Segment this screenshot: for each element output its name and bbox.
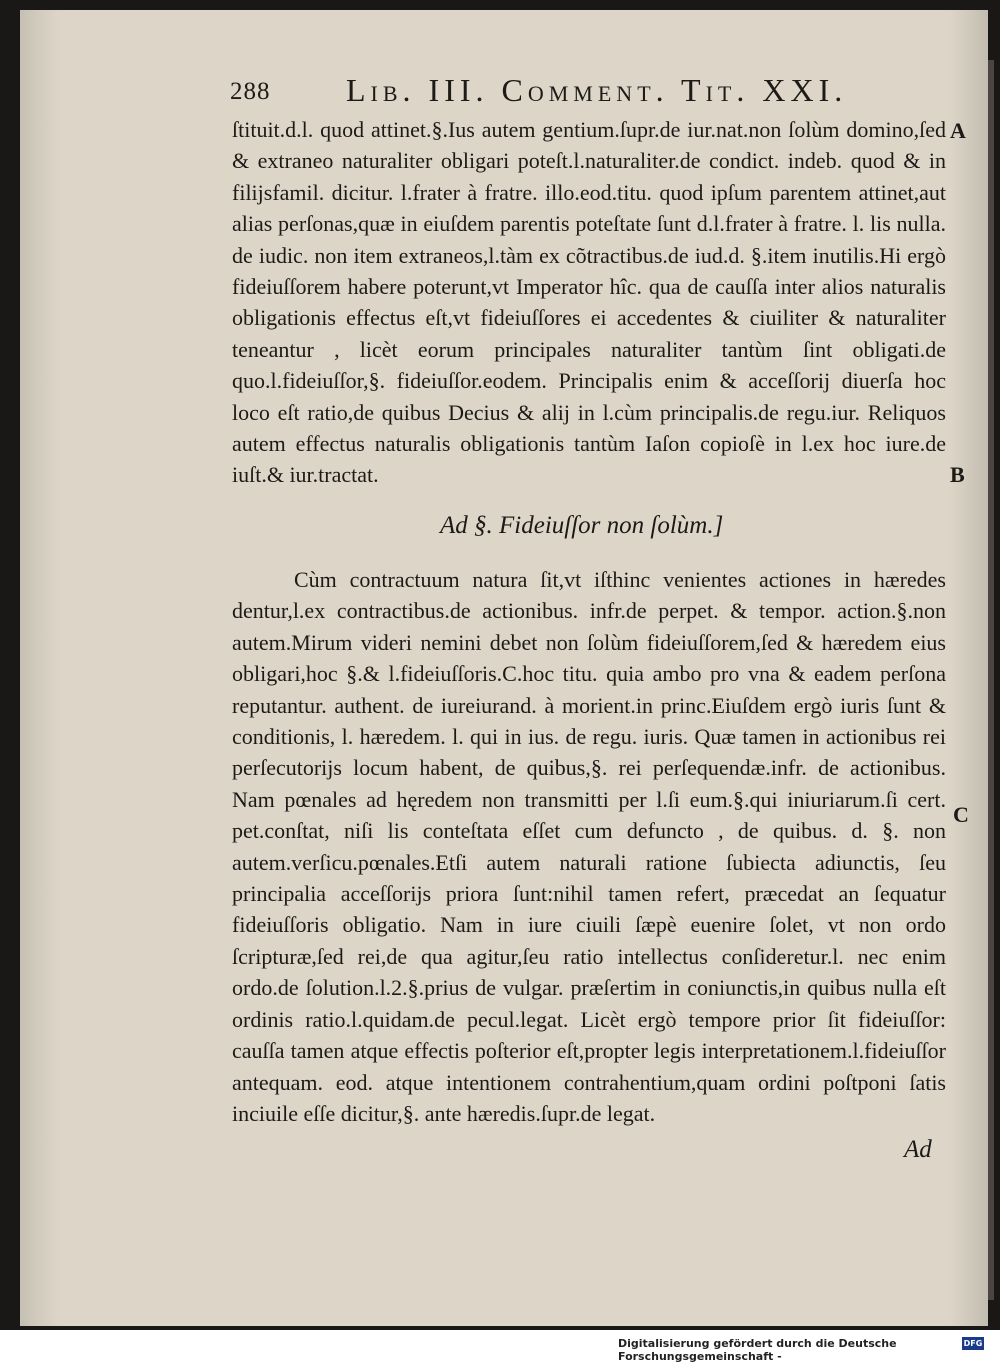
running-head: Lib. III. Comment. Tit. XXI. xyxy=(346,72,848,108)
marginal-letter-a: A xyxy=(950,118,966,143)
page-header xyxy=(230,72,850,112)
catchword: Ad xyxy=(904,1136,932,1163)
marginal-letter-b: B xyxy=(950,462,965,487)
paragraph: ſtituit.d.l. quod attinet.§.Ius autem gentium.ſupr.de iur.nat.non ſolùm domino,ſed & extraneo naturaliter obligari poteſt.l.naturaliter.de condict. indeb. quod & in filijsfamil. dicitur. l.frater à fratre. illo.eod.titu. quod ipſum parentem attinet,aut alias perſonas,quæ in eiuſdem parentis poteſtate ſunt d.l.frater à fratre. l. lis nulla. de iudic. non item extraneos,l.tàm ex cõtractibus.de iud.d. §.item inutilis.Hi ergò fideiuſſorem habere poterunt,vt Imperator hîc. qua de cauſſa inter alios naturalis obligationis effectus eſt,vt fideiuſſores ei accedentes & ciuiliter & naturaliter teneantur , licèt eorum principales naturaliter tantùm ſint obligati.de quo.l.fideiuſſor,§. fideiuſſor.eodem. Principalis enim & acceſſorij diuerſa hoc loco eſt ratio,de quibus Decius & alij in l.cùm principalis.de regu.iur. Reliquos autem effectus naturalis obligationis tantùm Iaſon copioſè in l.ex hoc iure.de iuſt.& iur.tractat. xyxy=(232,117,946,488)
page-edge xyxy=(988,60,994,1300)
paragraph: Cùm contractuum natura ſit,vt iſthinc venientes actiones in hæredes dentur,l.ex contractibus.de actionibus. infr.de perpet. & tempor. action.§.non autem.Mirum videri nemini debet non ſolùm fideiuſſorem,ſed & hæredem eius obligari,hoc §.& l.fideiuſſoris.C.hoc titu. quia ambo pro vna & eadem perſona reputantur. authent. de iureiurand. à morient.in princ.Eiuſdem ergò iuris ſunt & conditionis, l. hæredem. l. qui in ius. de regu. iuris. Quæ tamen in actionibus rei perſecutorijs locum habent, de quibus,§. rei perſequendæ.infr. de actionibus. Nam pœnales ad hęredem non transmitti per l.ſi eum.§.qui iniuriarum.ſi cert. pet.conſtat, niſi lis conteſtata eſſet cum defuncto , de quibus. d. §. non autem.verſicu.pœnales.Etſi autem naturali ratione ſubiecta adiunctis, ſeu principalia acceſſorijs priora ſunt:nihil tamen refert, præcedat an ſequatur fideiuſſoris obligatio. Nam in iure ciuili ſæpè euenire ſolet, vt non ordo ſcripturæ,ſed rei,de qua agitur,ſeu ratio intellectus conſideretur.l. nec enim ordo.de ſolution.l.2.§.prius de vulgar. præſertim in coniunctis,in quibus nulla eſt ordinis ratio.l.quidam.de pecul.legat. Licèt ergò tempore prior ſit fideiuſſor: cauſſa tamen atque effectis poſterior eſt,propter legis interpretationem.l.fideiuſſor antequam. eod. atque intentionem contrahentium,quam ordini poſtponi ſatis inciuile eſſe dicitur,§. ante hæredis.ſupr.de legat. xyxy=(232,567,946,1126)
page-number: 288 xyxy=(230,78,271,105)
body-text-block-2 xyxy=(232,564,946,1129)
digitization-credit: Digitalisierung gefördert durch die Deutsche Forschungsgemeinschaft - xyxy=(618,1337,897,1363)
marginal-letter-c: C xyxy=(953,802,969,827)
body-text-block-1 xyxy=(232,114,946,491)
section-heading: Ad §. Fideiuſſor non ſolùm.] xyxy=(440,512,724,539)
dfg-logo: DFG xyxy=(963,1339,983,1348)
